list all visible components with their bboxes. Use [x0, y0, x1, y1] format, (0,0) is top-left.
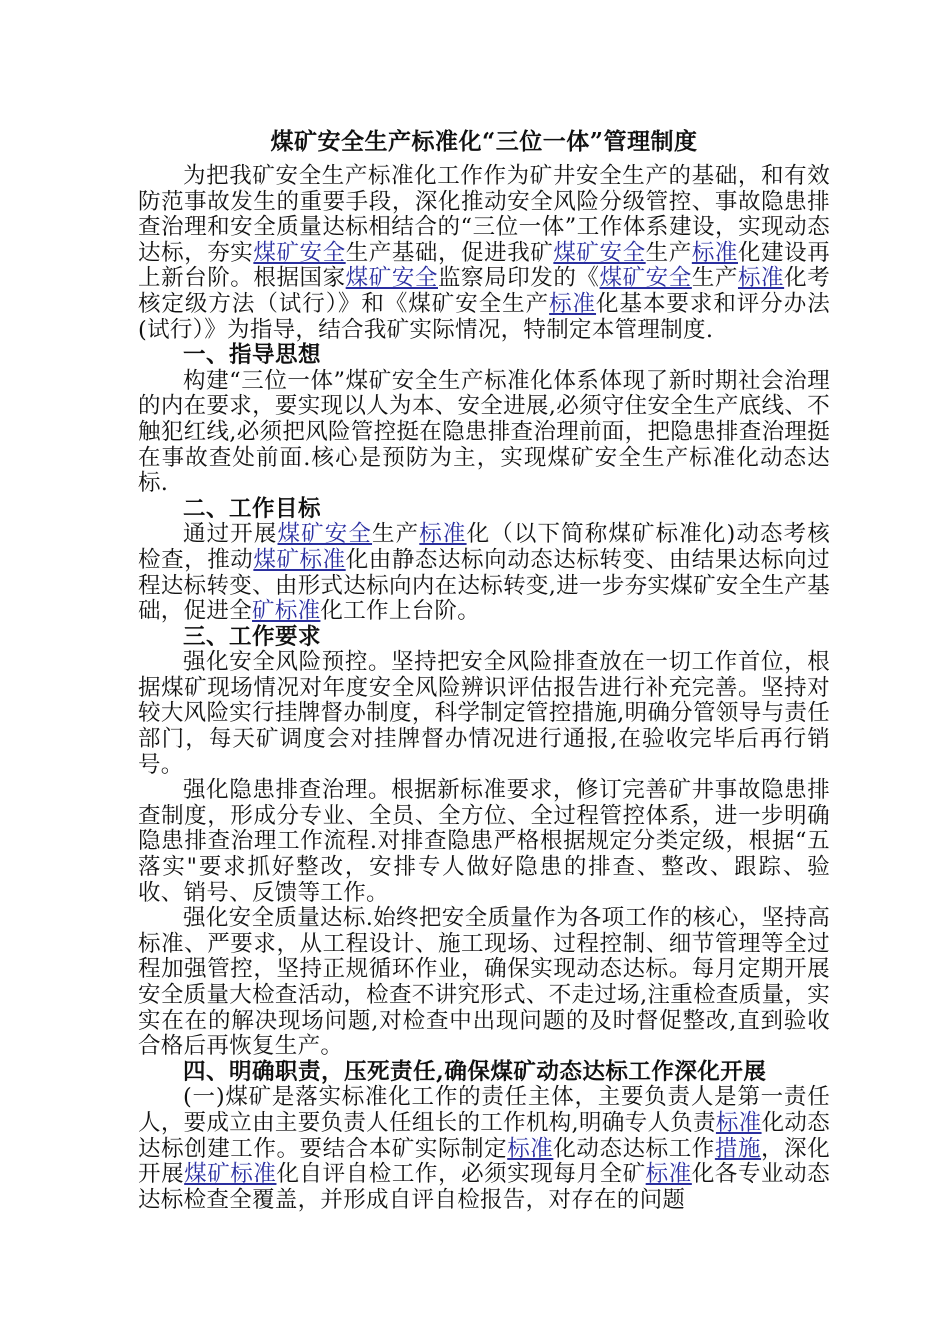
paragraph-responsibility-subject [138, 1085, 830, 1213]
paragraph-hazard-governance [138, 778, 830, 906]
paragraph-guiding-thought [138, 369, 830, 497]
text-run: 化（以下简称煤矿标准化)动态考核检查，推动 [138, 521, 831, 573]
text-run: 为把我矿安全生产标准化工作作为矿井安全生产的基础，和有效防范事故发生的重要手段，深化推动安全风险分级管控、事故隐患排查治理和安全质量达标相结合的“三位一体”工作体系建设，实现动态达标，夯实 [138, 163, 830, 266]
inline-link[interactable]: 标准 [737, 265, 785, 292]
text-run: 通过开展 [183, 521, 278, 548]
inline-link[interactable]: 标准 [715, 1109, 762, 1136]
inline-link[interactable]: 标准 [645, 1161, 692, 1188]
text-run: ，深化开展 [138, 1135, 830, 1188]
text-run: 强化安全风险预控。坚持把安全风险排查放在一切工作首位，根据煤矿现场情况对年度安全风险辨识评估报告进行补充完善。坚持对较大风险实行挂牌督办制度，科学制定管控措施,明确分管领导与责任部门，每天矿调度会对挂牌督办情况进行通报,在验收完毕后再行销号。 [138, 649, 830, 778]
inline-link[interactable]: 标准 [419, 521, 467, 548]
section-heading-responsibilities: 四、明确职责，压死责任,确保煤矿动态达标工作深化开展 [183, 1058, 767, 1085]
inline-link[interactable]: 煤矿安全 [345, 265, 438, 292]
text-run: 生产基础，促进我矿 [345, 239, 554, 266]
text-run: 生产 [691, 265, 738, 292]
text-run: 化建设再上新台阶。根据国家 [138, 239, 831, 292]
text-run: 化考核定级方法（试行）》和《煤矿安全生产 [138, 265, 831, 317]
inline-link[interactable]: 矿标准 [252, 598, 321, 625]
text-run: 化动态达标工作 [553, 1135, 715, 1162]
text-run: (一)煤矿是落实标准化工作的责任主体，主要负责人是第一责任人，要成立由主要负责人任组长的工作机构,明确专人负责 [138, 1084, 830, 1136]
text-run: 生产 [372, 521, 420, 548]
text-run: 生产 [645, 239, 692, 266]
inline-link[interactable]: 煤矿安全 [277, 521, 373, 548]
inline-link[interactable]: 标准 [549, 290, 597, 317]
text-run: 监察局印发的《 [437, 265, 600, 292]
text-run: 强化安全质量达标.始终把安全质量作为各项工作的核心，坚持高标准、严要求，从工程设计、施工现场、过程控制、细节管理等全过程加强管控，坚持正规循环作业，确保实现动态达标。每月定期开展安全质量大检查活动，检查不讲究形式、不走过场,注重检查质量，实实在在的解决现场问题,对检查中出现问题的及时督促整改,直到验收合格后再恢复生产。 [138, 905, 830, 1060]
document-title: 煤矿安全生产标准化“三位一体”管理制度 [270, 128, 698, 155]
text-run: 化工作上台阶。 [320, 598, 481, 625]
text-run: 构建“三位一体”煤矿安全生产标准化体系体现了新时期社会治理的内在要求，要实现以人为本、安全进展,必须守住安全生产底线、不触犯红线,必须把风险管控挺在隐患排查治理前面，把隐患排查治理挺在事故查处前面.核心是预防为主，实现煤矿安全生产标准化动态达标. [138, 367, 830, 497]
section-heading-work-requirements: 三、工作要求 [183, 623, 322, 650]
inline-link[interactable]: 煤矿安全 [553, 239, 646, 266]
text-run: 化各专业动态达标检查全覆盖，并形成自评自检报告，对存在的问题 [138, 1161, 830, 1213]
text-run: 化由静态达标向动态达标转变、由结果达标向过程达标转变、由形式达标向内在达标转变,进一步夯实煤矿安全生产基础，促进全 [138, 546, 830, 625]
inline-link[interactable]: 煤矿安全 [253, 239, 346, 266]
inline-link[interactable]: 措施 [714, 1135, 762, 1162]
inline-link[interactable]: 标准 [691, 239, 738, 266]
section-heading-work-goal: 二、工作目标 [183, 495, 322, 522]
text-run: 强化隐患排查治理。根据新标准要求，修订完善矿井事故隐患排查制度，形成分专业、全员、全方位、全过程管控体系，进一步明确隐患排查治理工作流程.对排查隐患严格根据规定分类定级，根据“五落实"要求抓好整改，安排专人做好隐患的排查、整改、跟踪、验收、销号、反馈等工作。 [138, 777, 830, 906]
paragraph-work-goal [138, 522, 830, 624]
inline-link[interactable]: 煤矿标准 [184, 1161, 277, 1188]
paragraph-risk-control [138, 650, 830, 778]
section-heading-guiding-thought: 一、指导思想 [183, 342, 322, 369]
inline-link[interactable]: 标准 [507, 1135, 554, 1162]
text-run: 化基本要求和评分办法(试行）》为指导，结合我矿实际情况，特制定本管理制度. [138, 290, 830, 343]
paragraph-quality-compliance [138, 906, 830, 1060]
inline-link[interactable]: 煤矿标准 [253, 546, 346, 573]
intro-paragraph [138, 164, 830, 343]
text-run: 化自评自检工作，必须实现每月全矿 [276, 1161, 646, 1188]
inline-link[interactable]: 煤矿安全 [599, 265, 692, 292]
text-run: 化动态达标创建工作。要结合本矿实际制定 [138, 1109, 830, 1162]
document-page [138, 128, 830, 1213]
